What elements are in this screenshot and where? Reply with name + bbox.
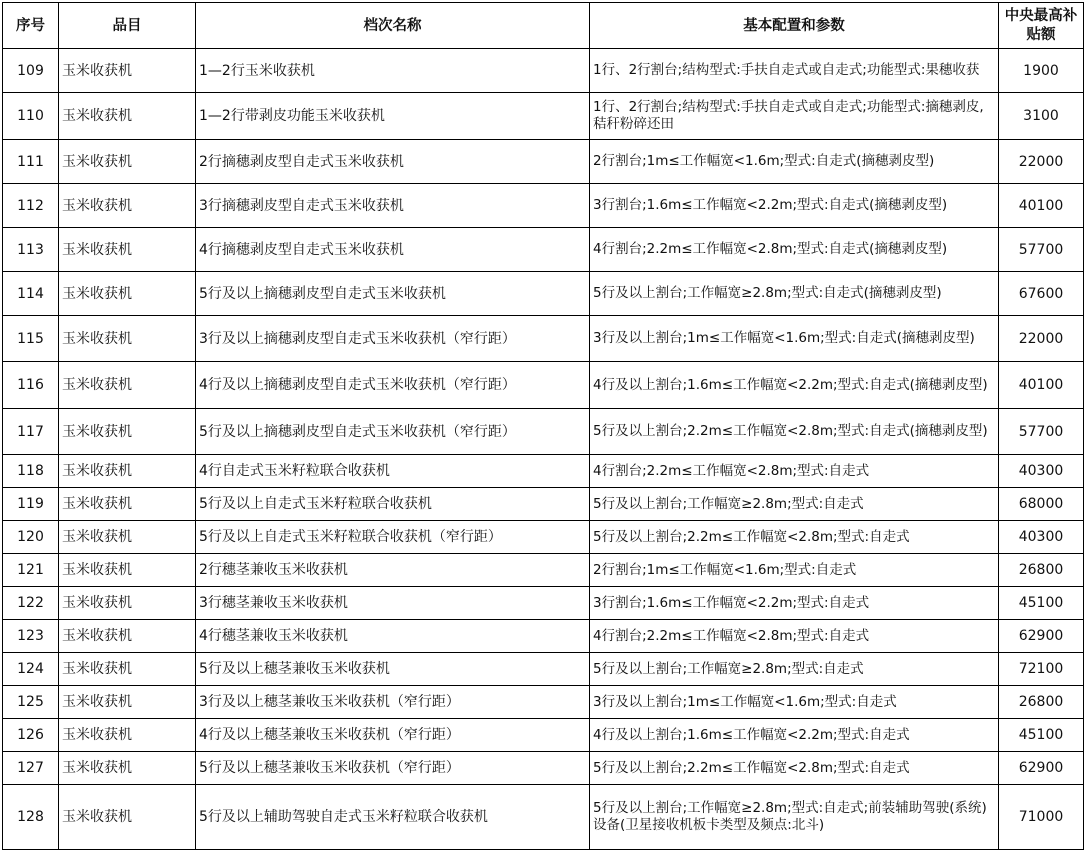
row-amount: 45100 — [999, 587, 1084, 620]
row-category: 玉米收获机 — [59, 140, 196, 184]
row-category: 玉米收获机 — [59, 316, 196, 362]
table-row — [3, 316, 1084, 362]
row-name: 5行及以上摘穗剥皮型自走式玉米收获机（窄行距） — [196, 409, 590, 455]
row-name: 1—2行带剥皮功能玉米收获机 — [196, 93, 590, 140]
row-no: 128 — [3, 785, 59, 850]
row-category: 玉米收获机 — [59, 620, 196, 653]
table-row — [3, 785, 1084, 850]
row-name: 3行及以上穗茎兼收玉米收获机（窄行距） — [196, 686, 590, 719]
row-name: 5行及以上辅助驾驶自走式玉米籽粒联合收获机 — [196, 785, 590, 850]
row-spec: 4行及以上割台;1.6m≤工作幅宽<2.2m;型式:自走式 — [590, 719, 999, 752]
table-row — [3, 752, 1084, 785]
row-no: 114 — [3, 272, 59, 316]
row-spec: 2行割台;1m≤工作幅宽<1.6m;型式:自走式(摘穗剥皮型) — [590, 140, 999, 184]
row-category: 玉米收获机 — [59, 362, 196, 409]
row-category: 玉米收获机 — [59, 752, 196, 785]
table-row — [3, 362, 1084, 409]
header-amount: 中央最高补贴额 — [999, 3, 1084, 49]
table-row — [3, 49, 1084, 93]
table-row — [3, 521, 1084, 554]
row-spec: 1行、2行割台;结构型式:手扶自走式或自走式;功能型式:果穗收获 — [590, 49, 999, 93]
row-category: 玉米收获机 — [59, 228, 196, 272]
row-name: 2行摘穗剥皮型自走式玉米收获机 — [196, 140, 590, 184]
row-no: 126 — [3, 719, 59, 752]
subsidy-table — [2, 2, 1084, 850]
row-no: 124 — [3, 653, 59, 686]
row-no: 111 — [3, 140, 59, 184]
row-name: 4行及以上摘穗剥皮型自走式玉米收获机（窄行距） — [196, 362, 590, 409]
row-name: 5行及以上穗茎兼收玉米收获机（窄行距） — [196, 752, 590, 785]
row-category: 玉米收获机 — [59, 409, 196, 455]
row-name: 4行自走式玉米籽粒联合收获机 — [196, 455, 590, 488]
row-amount: 62900 — [999, 620, 1084, 653]
row-no: 110 — [3, 93, 59, 140]
row-spec: 5行及以上割台;2.2m≤工作幅宽<2.8m;型式:自走式 — [590, 521, 999, 554]
row-amount: 72100 — [999, 653, 1084, 686]
row-no: 125 — [3, 686, 59, 719]
row-no: 119 — [3, 488, 59, 521]
row-category: 玉米收获机 — [59, 785, 196, 850]
row-no: 112 — [3, 184, 59, 228]
row-spec: 5行及以上割台;工作幅宽≥2.8m;型式:自走式 — [590, 488, 999, 521]
row-amount: 26800 — [999, 686, 1084, 719]
row-category: 玉米收获机 — [59, 49, 196, 93]
row-name: 5行及以上自走式玉米籽粒联合收获机（窄行距） — [196, 521, 590, 554]
row-spec: 4行割台;2.2m≤工作幅宽<2.8m;型式:自走式(摘穗剥皮型) — [590, 228, 999, 272]
row-amount: 26800 — [999, 554, 1084, 587]
row-spec: 3行割台;1.6m≤工作幅宽<2.2m;型式:自走式 — [590, 587, 999, 620]
row-category: 玉米收获机 — [59, 93, 196, 140]
table-row — [3, 455, 1084, 488]
table-row — [3, 653, 1084, 686]
row-name: 5行及以上摘穗剥皮型自走式玉米收获机 — [196, 272, 590, 316]
row-amount: 68000 — [999, 488, 1084, 521]
row-amount: 71000 — [999, 785, 1084, 850]
row-amount: 3100 — [999, 93, 1084, 140]
row-name: 3行摘穗剥皮型自走式玉米收获机 — [196, 184, 590, 228]
row-spec: 1行、2行割台;结构型式:手扶自走式或自走式;功能型式:摘穗剥皮,秸秆粉碎还田 — [590, 93, 999, 140]
row-spec: 5行及以上割台;2.2m≤工作幅宽<2.8m;型式:自走式 — [590, 752, 999, 785]
row-spec: 2行割台;1m≤工作幅宽<1.6m;型式:自走式 — [590, 554, 999, 587]
row-name: 2行穗茎兼收玉米收获机 — [196, 554, 590, 587]
table-row — [3, 554, 1084, 587]
row-category: 玉米收获机 — [59, 653, 196, 686]
row-category: 玉米收获机 — [59, 272, 196, 316]
row-name: 4行摘穗剥皮型自走式玉米收获机 — [196, 228, 590, 272]
header-spec: 基本配置和参数 — [590, 3, 999, 49]
row-spec: 4行割台;2.2m≤工作幅宽<2.8m;型式:自走式 — [590, 620, 999, 653]
table-row — [3, 93, 1084, 140]
row-amount: 45100 — [999, 719, 1084, 752]
row-spec: 5行及以上割台;工作幅宽≥2.8m;型式:自走式(摘穗剥皮型) — [590, 272, 999, 316]
row-no: 121 — [3, 554, 59, 587]
table-row — [3, 587, 1084, 620]
table-row — [3, 409, 1084, 455]
row-amount: 40300 — [999, 455, 1084, 488]
row-category: 玉米收获机 — [59, 184, 196, 228]
row-category: 玉米收获机 — [59, 521, 196, 554]
table-row — [3, 719, 1084, 752]
row-spec: 3行及以上割台;1m≤工作幅宽<1.6m;型式:自走式(摘穗剥皮型) — [590, 316, 999, 362]
row-amount: 57700 — [999, 409, 1084, 455]
table-row — [3, 272, 1084, 316]
row-no: 118 — [3, 455, 59, 488]
row-no: 115 — [3, 316, 59, 362]
row-amount: 40100 — [999, 362, 1084, 409]
table-row — [3, 184, 1084, 228]
row-category: 玉米收获机 — [59, 686, 196, 719]
row-no: 120 — [3, 521, 59, 554]
row-no: 113 — [3, 228, 59, 272]
table-row — [3, 140, 1084, 184]
row-spec: 3行割台;1.6m≤工作幅宽<2.2m;型式:自走式(摘穗剥皮型) — [590, 184, 999, 228]
row-amount: 1900 — [999, 49, 1084, 93]
row-category: 玉米收获机 — [59, 719, 196, 752]
row-name: 1—2行玉米收获机 — [196, 49, 590, 93]
row-name: 5行及以上自走式玉米籽粒联合收获机 — [196, 488, 590, 521]
row-name: 4行及以上穗茎兼收玉米收获机（窄行距） — [196, 719, 590, 752]
row-spec: 4行割台;2.2m≤工作幅宽<2.8m;型式:自走式 — [590, 455, 999, 488]
row-amount: 62900 — [999, 752, 1084, 785]
header-category: 品目 — [59, 3, 196, 49]
row-category: 玉米收获机 — [59, 587, 196, 620]
header-name: 档次名称 — [196, 3, 590, 49]
row-spec: 5行及以上割台;工作幅宽≥2.8m;型式:自走式 — [590, 653, 999, 686]
row-amount: 40300 — [999, 521, 1084, 554]
header-no: 序号 — [3, 3, 59, 49]
row-no: 117 — [3, 409, 59, 455]
row-name: 5行及以上穗茎兼收玉米收获机 — [196, 653, 590, 686]
row-no: 122 — [3, 587, 59, 620]
table-row — [3, 488, 1084, 521]
table-row — [3, 686, 1084, 719]
row-amount: 22000 — [999, 140, 1084, 184]
header-row — [3, 3, 1084, 49]
row-spec: 5行及以上割台;2.2m≤工作幅宽<2.8m;型式:自走式(摘穗剥皮型) — [590, 409, 999, 455]
row-name: 3行穗茎兼收玉米收获机 — [196, 587, 590, 620]
table-row — [3, 228, 1084, 272]
row-amount: 57700 — [999, 228, 1084, 272]
row-no: 109 — [3, 49, 59, 93]
subsidy-table-sheet — [2, 2, 1083, 850]
row-category: 玉米收获机 — [59, 455, 196, 488]
row-amount: 40100 — [999, 184, 1084, 228]
table-row — [3, 620, 1084, 653]
row-no: 116 — [3, 362, 59, 409]
row-name: 3行及以上摘穗剥皮型自走式玉米收获机（窄行距） — [196, 316, 590, 362]
row-spec: 3行及以上割台;1m≤工作幅宽<1.6m;型式:自走式 — [590, 686, 999, 719]
row-no: 127 — [3, 752, 59, 785]
table-body — [3, 49, 1084, 850]
row-amount: 22000 — [999, 316, 1084, 362]
row-amount: 67600 — [999, 272, 1084, 316]
row-name: 4行穗茎兼收玉米收获机 — [196, 620, 590, 653]
row-category: 玉米收获机 — [59, 488, 196, 521]
row-category: 玉米收获机 — [59, 554, 196, 587]
row-spec: 5行及以上割台;工作幅宽≥2.8m;型式:自走式;前装辅助驾驶(系统)设备(卫星接收机板卡类型及频点:北斗) — [590, 785, 999, 850]
row-spec: 4行及以上割台;1.6m≤工作幅宽<2.2m;型式:自走式(摘穗剥皮型) — [590, 362, 999, 409]
row-no: 123 — [3, 620, 59, 653]
